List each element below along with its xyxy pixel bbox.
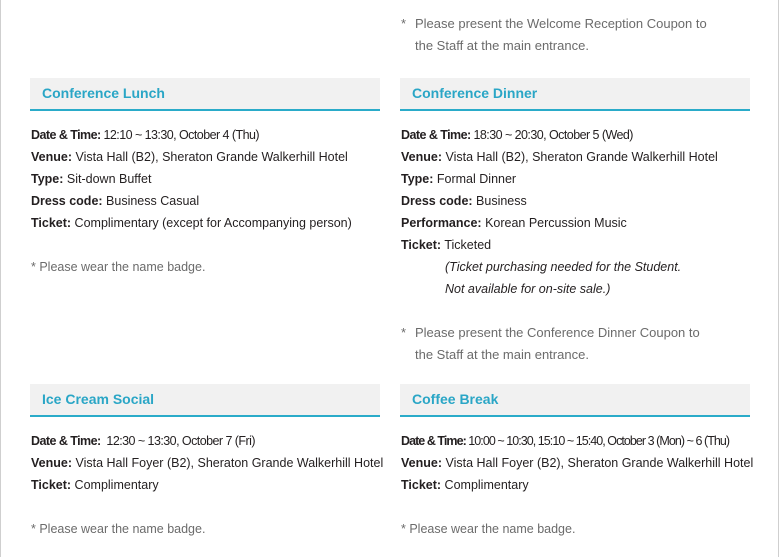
venue-row — [31, 146, 352, 168]
field-value: 18:30 ~ 20:30, October 5 (Wed) — [470, 128, 633, 142]
note-line: the Staff at the main entrance. — [415, 347, 589, 362]
field-label: Dress code: — [31, 194, 103, 208]
conference-lunch-details — [31, 124, 352, 234]
datetime-row — [31, 430, 383, 452]
performance-row — [401, 212, 718, 234]
field-label: Ticket: — [401, 238, 442, 252]
note-line: Please present the Welcome Reception Coupon to — [415, 16, 707, 31]
field-value: Vista Hall Foyer (B2), Sheraton Grande Walkerhill Hotel — [442, 456, 754, 470]
note-line: Please present the Conference Dinner Coupon to — [415, 325, 700, 340]
field-value: Ticketed — [441, 238, 492, 252]
dinner-coupon-note — [401, 322, 700, 366]
ice-cream-social-header — [30, 384, 380, 417]
datetime-row — [31, 124, 352, 146]
field-value: Vista Hall Foyer (B2), Sheraton Grande Walkerhill Hotel — [72, 456, 384, 470]
ticket-note: (Ticket purchasing needed for the Student. — [445, 260, 682, 274]
field-value: Business — [472, 194, 527, 208]
coffee-break-header — [400, 384, 750, 417]
section-title: Coffee Break — [412, 391, 499, 407]
field-value: Sit-down Buffet — [63, 172, 152, 186]
field-value: Complimentary (except for Accompanying person) — [71, 216, 352, 230]
field-label: Type: — [31, 172, 64, 186]
name-badge-note: * Please wear the name badge. — [31, 522, 206, 536]
type-row — [401, 168, 718, 190]
conference-dinner-details — [401, 124, 718, 300]
name-badge-note: * Please wear the name badge. — [401, 522, 576, 536]
field-label: Ticket: — [401, 478, 442, 492]
dress-code-row — [31, 190, 352, 212]
note-star: * — [401, 325, 407, 340]
ticket-row — [401, 234, 718, 256]
field-label: Venue: — [401, 456, 442, 470]
datetime-row — [401, 124, 718, 146]
field-label: Ticket: — [31, 478, 72, 492]
field-label: Type: — [401, 172, 434, 186]
venue-row — [401, 452, 753, 474]
welcome-reception-note — [401, 13, 707, 57]
field-value: Business Casual — [102, 194, 200, 208]
field-label: Venue: — [401, 150, 442, 164]
field-value: Korean Percussion Music — [481, 216, 627, 230]
note-line: the Staff at the main entrance. — [415, 38, 589, 53]
field-value: 10:00 ~ 10:30, 15:10 ~ 15:40, October 3 (Mon) ~ 6 (Thu) — [465, 434, 730, 448]
field-value: Complimentary — [71, 478, 159, 492]
field-label: Date & Time: — [31, 434, 101, 448]
ice-cream-social-details — [31, 430, 383, 496]
ticket-row — [401, 474, 753, 496]
field-label: Date & Time: — [401, 128, 471, 142]
field-label: Date & Time: — [401, 434, 466, 448]
field-label: Ticket: — [31, 216, 72, 230]
coffee-break-details — [401, 430, 753, 496]
venue-row — [401, 146, 718, 168]
section-title: Conference Dinner — [412, 85, 538, 101]
field-value: Vista Hall (B2), Sheraton Grande Walkerhill Hotel — [72, 150, 348, 164]
ticket-row — [31, 474, 383, 496]
type-row — [31, 168, 352, 190]
ticket-note: Not available for on-site sale.) — [445, 282, 611, 296]
conference-dinner-header — [400, 78, 750, 111]
field-value: Vista Hall (B2), Sheraton Grande Walkerhill Hotel — [442, 150, 718, 164]
field-value: Formal Dinner — [433, 172, 517, 186]
dress-code-row — [401, 190, 718, 212]
ticket-row — [31, 212, 352, 234]
field-value: 12:30 ~ 13:30, October 7 (Fri) — [100, 434, 255, 448]
name-badge-note: * Please wear the name badge. — [31, 260, 206, 274]
field-label: Venue: — [31, 456, 72, 470]
section-title: Conference Lunch — [42, 85, 165, 101]
note-star: * — [401, 16, 407, 31]
conference-lunch-header — [30, 78, 380, 111]
field-label: Dress code: — [401, 194, 473, 208]
datetime-row — [401, 430, 753, 452]
field-value: Complimentary — [441, 478, 529, 492]
field-value: 12:10 ~ 13:30, October 4 (Thu) — [100, 128, 259, 142]
section-title: Ice Cream Social — [42, 391, 155, 407]
field-label: Venue: — [31, 150, 72, 164]
field-label: Performance: — [401, 216, 482, 230]
venue-row — [31, 452, 383, 474]
field-label: Date & Time: — [31, 128, 101, 142]
